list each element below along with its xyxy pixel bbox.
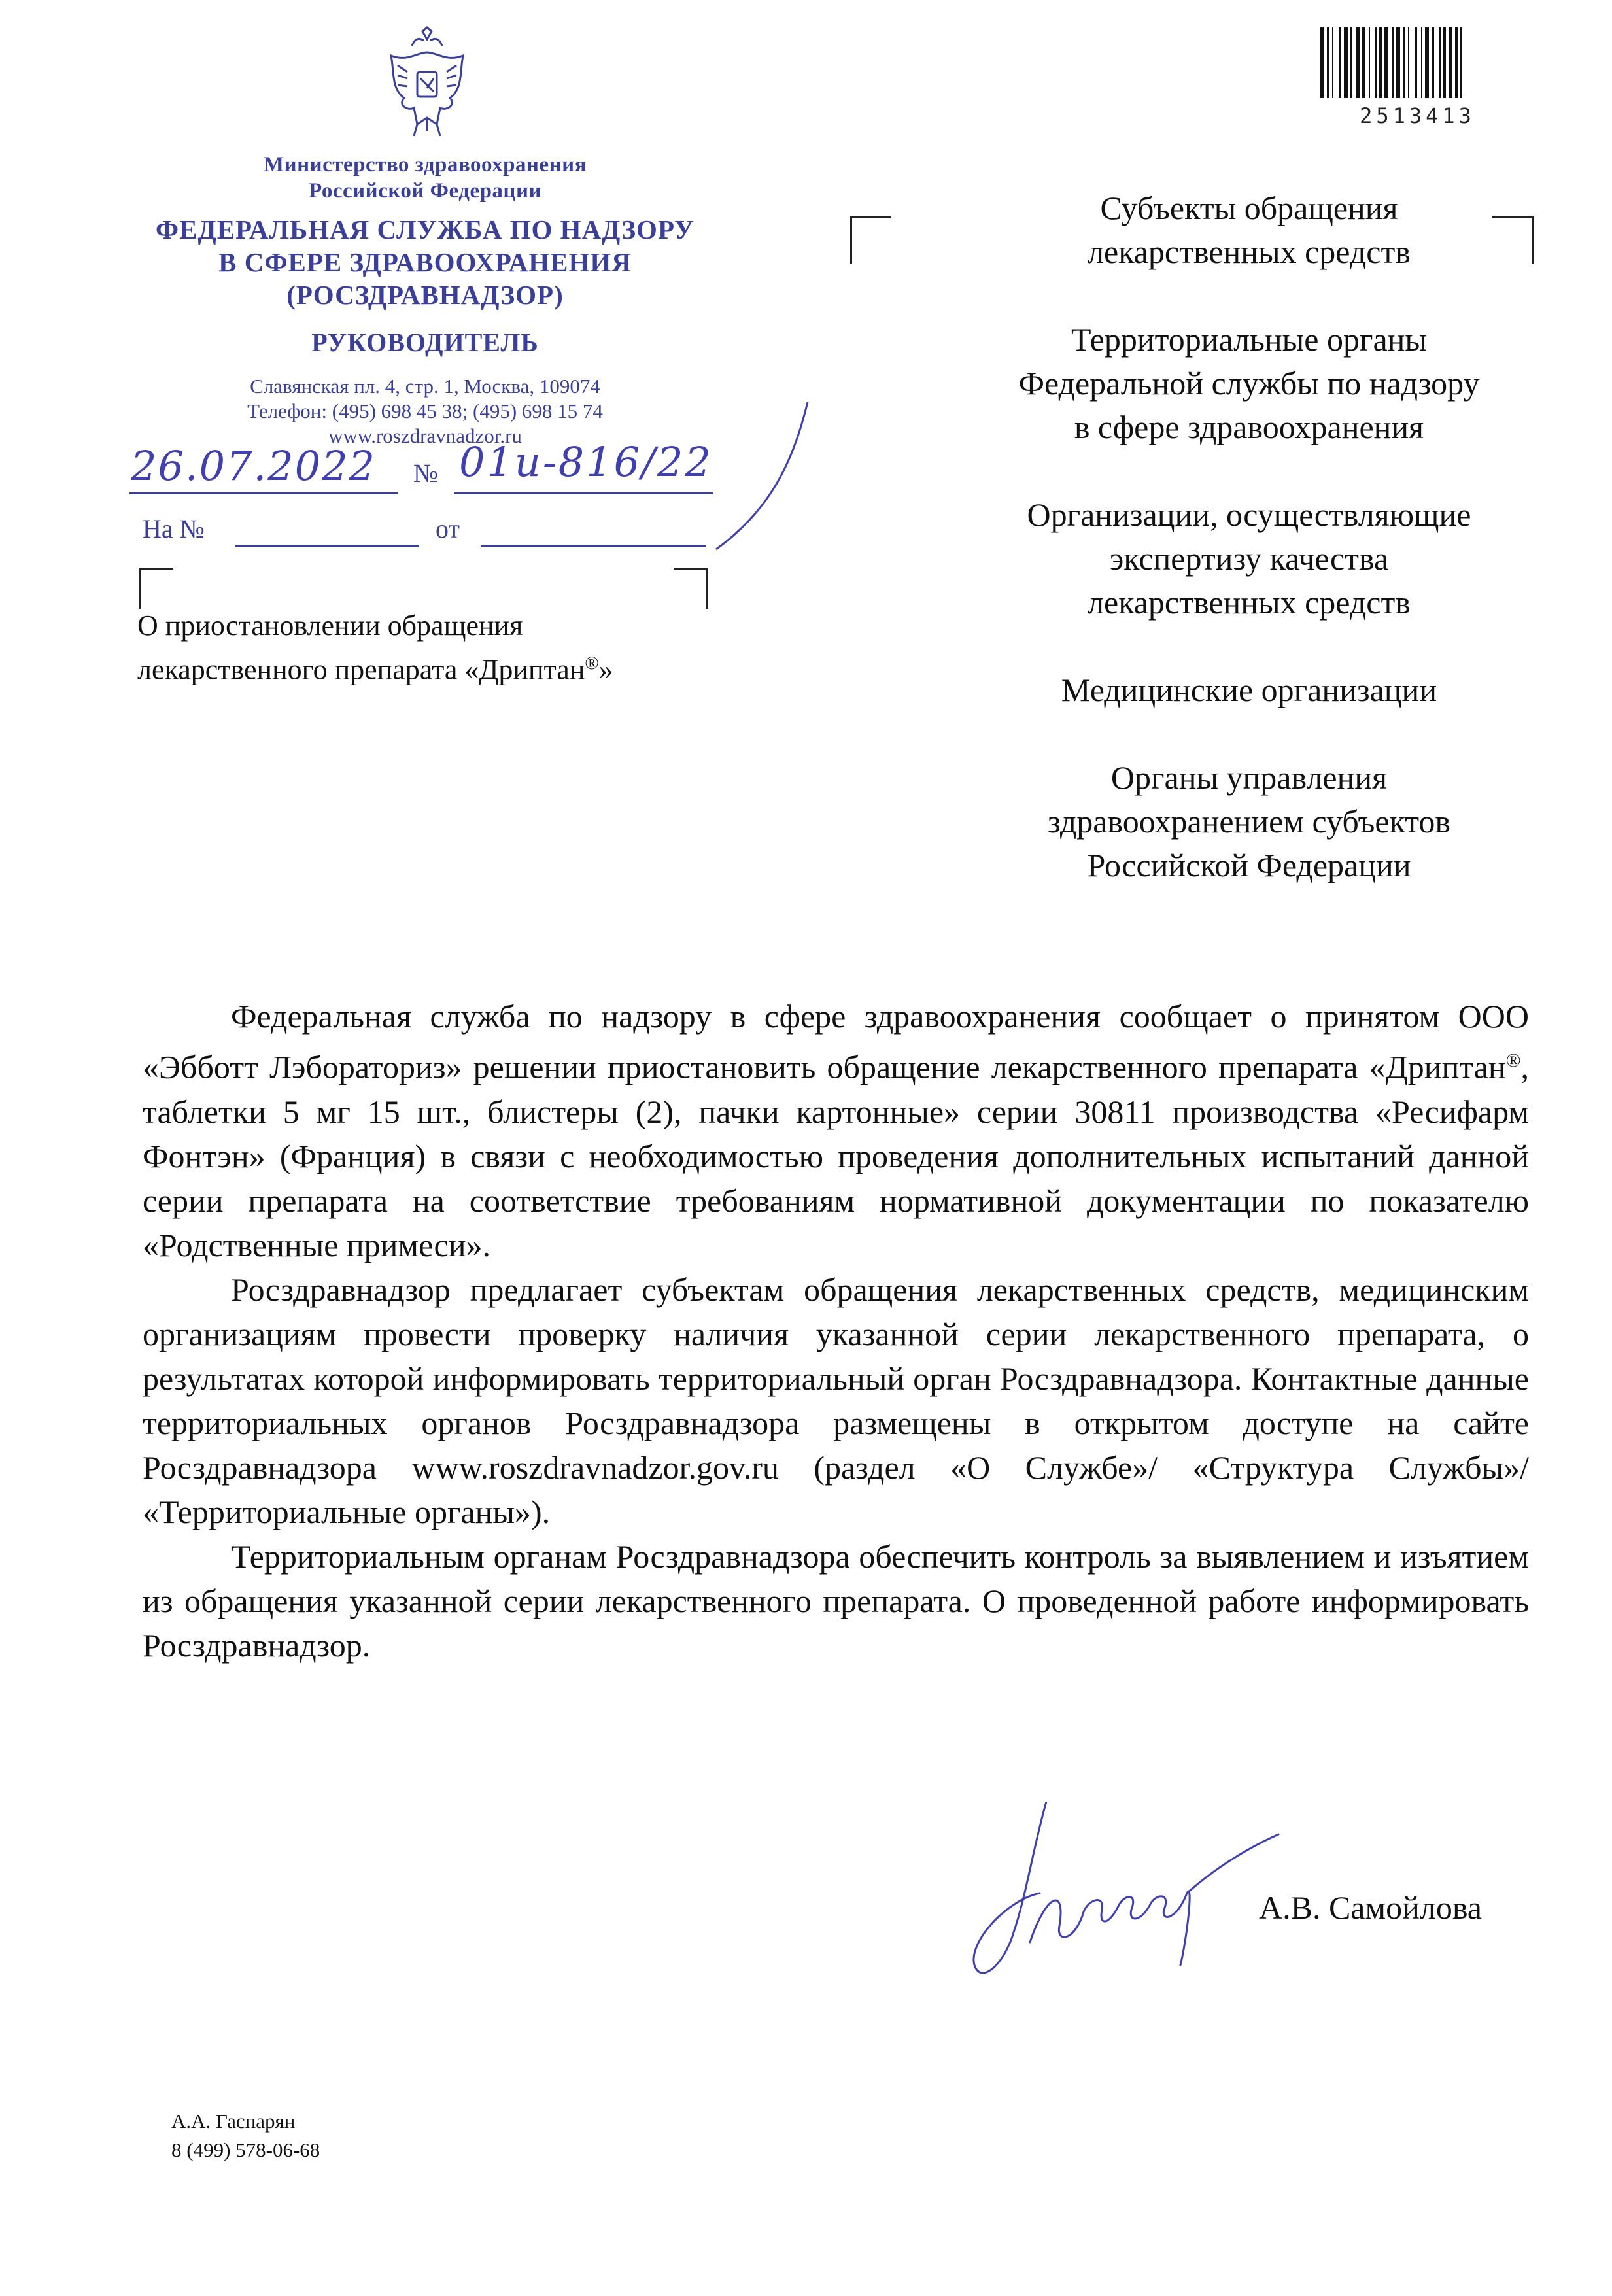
recipient-group [912,186,1586,274]
address-block [134,374,716,449]
subject-line-1: О приостановлении обращения [137,609,523,642]
recipient-line: Органы управления [1110,759,1388,796]
letter-subject [137,607,726,689]
recipient-bracket-left [850,216,891,264]
number-label: № [413,458,439,488]
service-line-2: В СФЕРЕ ЗДРАВООХРАНЕНИЯ [218,247,632,277]
executor-name: А.А. Гаспарян [171,2110,296,2133]
service-line-3: (РОСЗДРАВНАДЗОР) [286,280,564,310]
handwritten-number: 01и-816/22 [459,438,713,486]
ministry-name [134,152,716,204]
ministry-line-1: Министерство здравоохранения [263,153,587,177]
recipient-group [912,756,1586,887]
head-title: РУКОВОДИТЕЛЬ [311,328,539,357]
registered-mark: ® [585,653,599,674]
body-paragraph-1-end: , таблетки 5 мг 15 шт., блистеры (2), пачки картонные» серии 30811 производства «Ресифарм Фонтэн» (Франция) в связи с необходимостью проведения дополнительных испытаний данной серии препарата на соответствие требованиям нормативной документации по показателю «Родственные примеси». [143,1048,1529,1263]
recipient-line: лекарственных средств [1088,233,1411,270]
subject-bracket-right [674,568,708,609]
recipient-line: Территориальные органы [1071,321,1428,358]
recipient-line: здравоохранением субъектов [1047,803,1451,840]
recipients-block [912,186,1586,887]
subject-line-2-text: лекарственного препарата «Дриптан [137,653,585,686]
barcode [1318,26,1517,99]
address: Славянская пл. 4, стр. 1, Москва, 109074 [250,375,600,398]
subject-bracket-left [139,568,173,609]
recipient-line: Организации, осуществляющие [1027,496,1471,533]
service-name [108,213,742,311]
reference-number-label: На № [143,514,205,543]
website: www.roszdravnadzor.ru [328,424,522,447]
executor-phone: 8 (499) 578-06-68 [171,2138,320,2161]
handwritten-date: 26.07.2022 [131,442,376,490]
executor-block [171,2107,320,2165]
reference-date-line [481,545,706,547]
number-underline [454,492,713,494]
registered-mark: ® [1505,1050,1521,1071]
coat-of-arms-icon [378,26,476,141]
recipient-group [912,493,1586,625]
body-paragraph-3: Территориальным органам Росздравнадзора обеспечить контроль за выявлением и изъятием из обращения указанной серии лекарственного препарата. О проведенной работе информировать Росздравнадзор. [143,1537,1529,1664]
recipient-line: лекарственных средств [1088,584,1411,621]
date-underline [129,492,398,494]
handwritten-signature [968,1802,1308,1991]
recipient-line: Субъекты обращения [1100,190,1398,226]
subject-line-2 [137,645,726,689]
body-paragraph-2: Росздравнадзор предлагает субъектам обращения лекарственных средств, медицинским организациям провести проверку наличия указанной серии лекарственного препарата, о результатах которой информировать территориальный орган Росздравнадзора. Контактные данные территориальных органов Росздравнадзора размещены в открытом доступе на сайте Росздравнадзора www.roszdravnadzor.gov.ru (раздел «О Службе»/ «Структура Службы»/ «Территориальные органы»). [143,1271,1529,1530]
recipient-line: экспертизу качества [1109,540,1389,577]
subject-line-2-end: » [598,653,613,686]
body-paragraph-1-start: Федеральная служба по надзору в сфере здравоохранения сообщает о принятом ООО «Эбботт Лэбораториз» решении приостановить обращение лекарственного препарата «Дриптан [143,998,1529,1086]
signer-name: А.В. Самойлова [1259,1889,1482,1926]
recipient-group [912,668,1586,712]
recipient-line: Медицинские организации [1061,672,1437,708]
reference-date-label: от [436,514,460,543]
barcode-number: 2513413 [1360,103,1475,128]
recipient-group [912,318,1586,449]
recipient-line: в сфере здравоохранения [1074,409,1424,445]
reference-number-line [235,545,419,547]
body-paragraph-1 [143,994,1529,1267]
letter-body [143,994,1529,1668]
service-line-1: ФЕДЕРАЛЬНАЯ СЛУЖБА ПО НАДЗОРУ [155,214,695,245]
ministry-line-2: Российской Федерации [309,179,541,203]
handwritten-slash [677,402,834,553]
recipient-line: Федеральной службы по надзору [1018,365,1480,402]
recipient-line: Российской Федерации [1087,847,1411,883]
phone: Телефон: (495) 698 45 38; (495) 698 15 74 [247,400,603,422]
